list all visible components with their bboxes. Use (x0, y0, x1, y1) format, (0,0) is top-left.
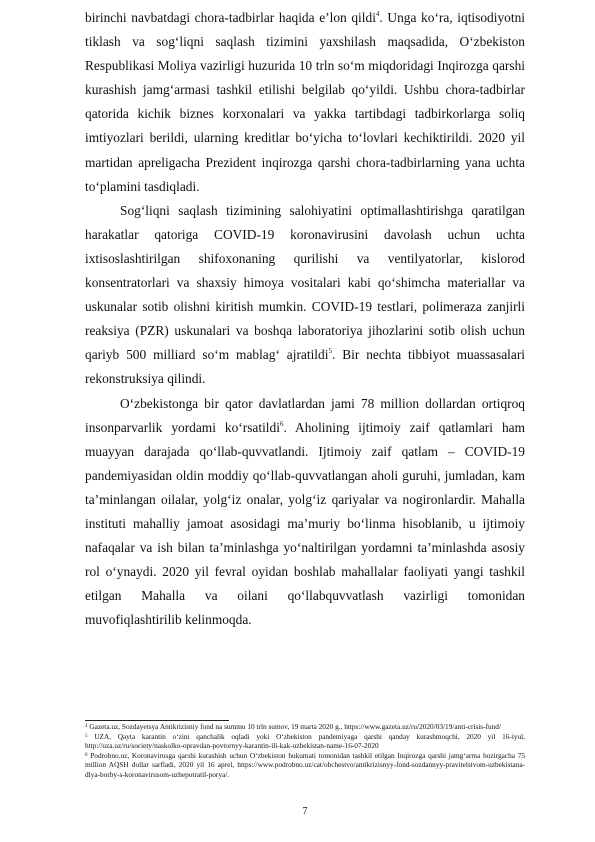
text-run: . Unga ko‘ra, iqtisodiyotni tiklash va sog‘liqni saqlash tizimini yaxshilash maqsadida, O‘zbekiston Respublikasi Moliya vazirligi huzurida 10 trln so‘m miqdoridagi Inqirozga qarshi kurashish jamg‘armasi tashkil etilishi belgilab qo‘yildi. Ushbu chora-tadbirlar qatorida kichik biznes korxonalari va yakka tartibdagi tadbirkorlarga soliq imtiyozlari berildi, ularning kreditlar bo‘yicha to‘lovlari kechiktirildi. 2020 yil martidan apreligacha Prezident inqirozga qarshi chora-tadbirlarning yana uchta to‘plamini tasdiqladi. (85, 10, 526, 194)
footnote-text: UZA, Qayta karantin o‘zini qanchalik oqladi yoki O‘zbekiston pandemiyaga qarshi qanday kurashmoqchi, 2020 yil 16-iyul, http://uza.uz/ru/society/naskolko-opravdan-povtornyy-karantin-ili-kak-uzbekistan-name-16-07-2020 (85, 731, 525, 750)
text-run: . Bir nechta tibbiyot muassasalari rekonstruksiya qilindi. (85, 347, 525, 387)
footnote-text: Gazeta.uz, Sozdayetsya Antikrizisniy fond na summu 10 trln sumov, 19 marta 2020 g., https://www.gazeta.uz/ru/2020/03/19/anti-crisis-fund/ (87, 722, 501, 731)
footnote-ref-4[interactable]: 4 (375, 10, 380, 18)
footnote-ref-5[interactable]: 5 (328, 347, 332, 356)
footnote-6 (85, 751, 525, 780)
text-run: . Aholining ijtimoiy zaif qatlamlari ham muayyan darajada qo‘llab-quvvatlandi. Ijtimoiy zaif qatlam – COVID-19 pandemiyasidan oldin moddiy qo‘llab-quvvatlangan aholi guruhi, jumladan, kam ta’minlangan oilalar, yolg‘iz onalar, yolg‘iz qariyalar va nogironlardir. Mahalla instituti mahalliy jamoat asosidagi ma’muriy bo‘linma hisoblanib, u ijtimoiy nafaqalar va ish bilan ta’minlashga yo‘naltirilgan yordamni ta’minlashda asosiy rol o‘ynaydi. 2020 yil fevral oyidan boshlab mahallalar faoliyati yangi tashkil etilgan Mahalla va oilani qo‘llabquvvatlash vazirligi tomonidan muvofiqlashtirilib kelinmoqda. (85, 419, 525, 628)
footnote-ref-6[interactable]: 6 (279, 419, 284, 428)
footnotes (85, 722, 525, 779)
text-run: birinchi navbatdagi chora-tadbirlar haqida e’lon qildi (85, 10, 376, 25)
paragraph-3 (85, 392, 525, 633)
footnote-mark: 5 (85, 733, 88, 739)
footnote-separator (85, 720, 229, 721)
footnote-text: Podrobno.uz, Koronavirusga qarshi kurashish uchun O‘zbekiston hukumati tomonidan tashkil etilgan Inqirozga qarshi jamg‘arma hozirgacha 75 million AQSH dollar sarfladi, 2020 yil 16 aprel, https://www.podrobno.uz/cat/obchestvo/antikrizisnyy-fond-sozdannyy-pravitelstvom-uzbekistana-dlya-borby-s-koronavirusom-uzhepotratil-porya/. (85, 750, 525, 779)
footnote-mark: 4 (85, 724, 88, 729)
document-page (85, 0, 525, 842)
footnote-5 (85, 732, 525, 751)
paragraph-2 (85, 199, 525, 392)
text-run: Sog‘liqni saqlash tizimining salohiyatini optimallashtirishga qaratilgan harakatlar qatoriga COVID-19 koronavirusini davolash uchun uchta ixtisoslashtirilgan shifoxonaning qurilishi va ventilyatorlar, kislorod konsentratorlari va shaxsiy himoya vositalari kabi qo‘shimcha materiallar va uskunalar sotib olishni kiritish mumkin. COVID-19 testlari, polimeraza zanjirli reaksiya (PZR) uskunalari va boshqa laboratoriya jihozlarini sotib olish uchun qariyb 500 milliard so‘m mablag‘ ajratildi (85, 202, 525, 363)
page-number: 7 (302, 806, 308, 817)
footnote-4 (85, 722, 525, 732)
text-run: O‘zbekistonga bir qator davlatlardan jami 78 million dollardan ortiqroq insonparvarlik yordami ko‘rsatildi (85, 395, 525, 435)
footnote-mark: 6 (85, 752, 88, 758)
paragraph-1 (85, 6, 525, 199)
body-text (85, 6, 525, 632)
